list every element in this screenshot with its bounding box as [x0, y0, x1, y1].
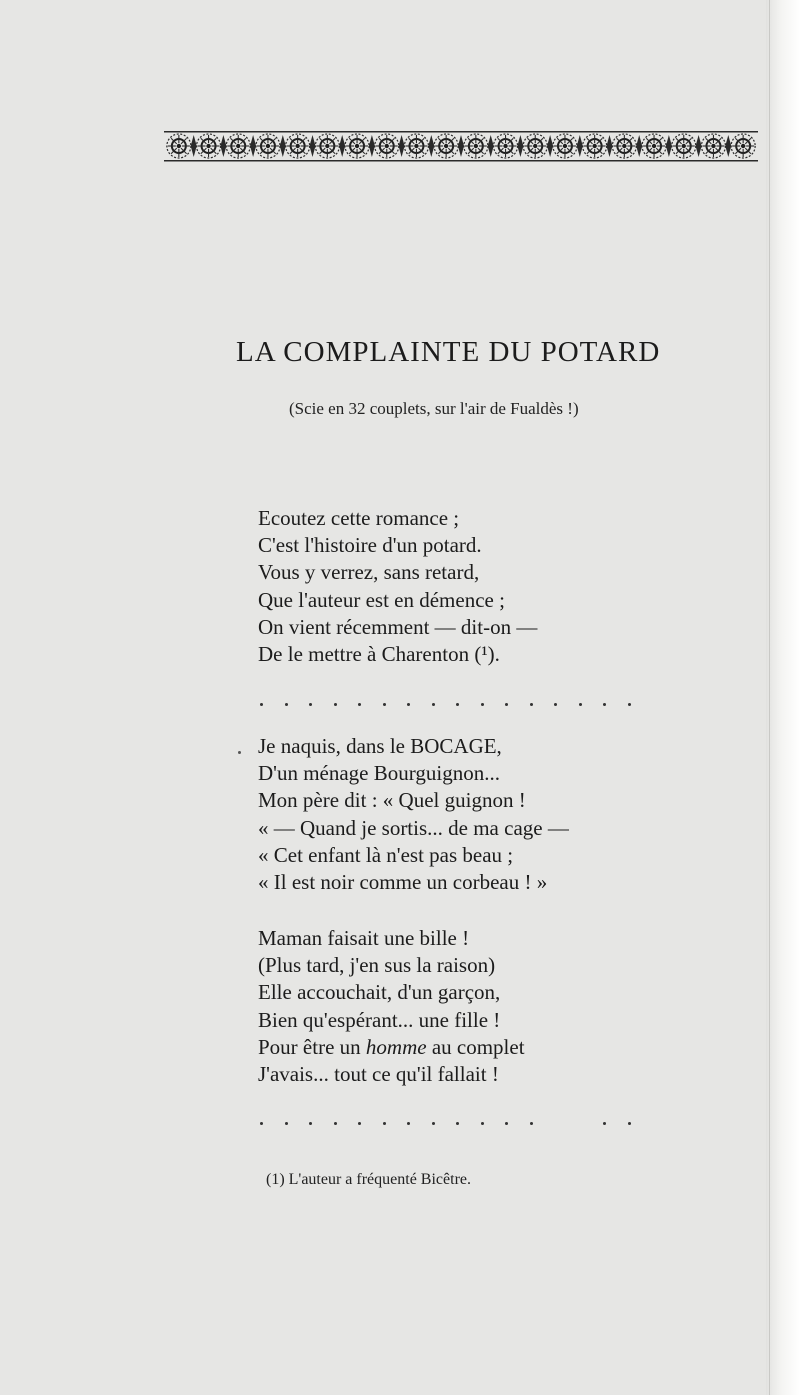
ellipsis-dot: [285, 1122, 288, 1125]
ellipsis-dot: [358, 1122, 361, 1125]
fleuron-motif: [167, 134, 197, 158]
ellipsis-dot: [432, 703, 435, 706]
stanza-3: [258, 925, 525, 1088]
decorative-ornament-band: [164, 126, 758, 166]
fleuron-motif: [226, 134, 256, 158]
verse-line: C'est l'histoire d'un potard.: [258, 533, 482, 558]
ellipsis-dot: [530, 1122, 533, 1125]
fleuron-motif: [642, 134, 672, 158]
ellipsis-dot: [383, 703, 386, 706]
ellipsis-dot: [334, 703, 337, 706]
italic-word: homme: [365, 1034, 427, 1059]
ellipsis-dot: [628, 1122, 631, 1125]
fleuron-motif: [701, 134, 731, 158]
verse-line: On vient récemment — dit-on —: [258, 614, 538, 639]
poem-title: LA COMPLAINTE DU POTARD: [236, 336, 661, 368]
verse-line: « Cet enfant là n'est pas beau ;: [258, 842, 514, 867]
fleuron-motif: [315, 134, 345, 158]
ellipsis-dot: [481, 703, 484, 706]
fleuron-motif: [494, 134, 524, 158]
verse-line: « Il est noir comme un corbeau ! »: [258, 870, 548, 895]
fleuron-motif: [197, 134, 227, 158]
stanza-1: [258, 505, 537, 668]
ellipsis-dot: [579, 703, 582, 706]
verse-line: Que l'auteur est en démence ;: [258, 587, 505, 612]
verse-line: J'avais... tout ce qu'il fallait !: [258, 1062, 499, 1087]
ellipsis-dot: [383, 1122, 386, 1125]
fleuron-motif: [375, 134, 405, 158]
verse-line: Vous y verrez, sans retard,: [258, 560, 480, 585]
ellipsis-dot: [334, 1122, 337, 1125]
page-edge-line: [769, 0, 770, 1395]
ellipsis-dot: [432, 1122, 435, 1125]
footnote: (1) L'auteur a fréquenté Bicêtre.: [266, 1171, 471, 1188]
ellipsis-row-2: [258, 1118, 642, 1128]
fleuron-motif: [286, 134, 316, 158]
ellipsis-dot: [407, 1122, 410, 1125]
ellipsis-dot: [554, 703, 557, 706]
ellipsis-dot: [603, 703, 606, 706]
verse-line: Bien qu'espérant... une fille !: [258, 1007, 501, 1032]
ellipsis-dot: [407, 703, 410, 706]
verse-line: D'un ménage Bourguignon...: [258, 761, 500, 786]
ellipsis-dot: [505, 1122, 508, 1125]
verse-line: Ecoutez cette romance ;: [258, 506, 460, 530]
ellipsis-dot: [260, 1122, 263, 1125]
fleuron-motif: [523, 134, 553, 158]
ellipsis-dot: [260, 703, 263, 706]
verse-line: Elle accouchait, d'un garçon,: [258, 980, 501, 1005]
ellipsis-dot: [456, 703, 459, 706]
ellipsis-row-1: [258, 699, 642, 709]
ellipsis-dot: [603, 1122, 606, 1125]
fleuron-motif: [583, 134, 613, 158]
ellipsis-dot: [309, 703, 312, 706]
verse-line: Je naquis, dans le BOCAGE,: [258, 734, 502, 758]
fleuron-motif: [464, 134, 494, 158]
fleuron-motif: [404, 134, 434, 158]
ellipsis-dot: [530, 703, 533, 706]
ellipsis-dot: [309, 1122, 312, 1125]
fleuron-motif: [731, 134, 755, 158]
ellipsis-dot: [358, 703, 361, 706]
verse-line: [258, 1034, 525, 1061]
fleuron-motif: [434, 134, 464, 158]
ellipsis-dot: [505, 703, 508, 706]
fleuron-motif: [345, 134, 375, 158]
poem-subtitle: (Scie en 32 couplets, sur l'air de Fualdès !): [289, 399, 579, 418]
verse-line: Mon père dit : « Quel guignon !: [258, 788, 526, 813]
ellipsis-dot: [285, 703, 288, 706]
verse-line: « — Quand je sortis... de ma cage —: [258, 815, 569, 840]
verse-line: (Plus tard, j'en sus la raison): [258, 953, 496, 978]
fleuron-motif: [672, 134, 702, 158]
ink-speck: [238, 751, 241, 754]
verse-line: De le mettre à Charenton (¹).: [258, 642, 500, 667]
ellipsis-dot: [456, 1122, 459, 1125]
fleuron-motif: [256, 134, 286, 158]
verse-line: Maman faisait une bille !: [258, 926, 470, 950]
stanza-2: [258, 733, 569, 896]
ellipsis-dot: [628, 703, 631, 706]
page-edge: [766, 0, 800, 1395]
verse-text: Pour être un: [258, 1034, 366, 1059]
verse-text: au complet: [426, 1034, 525, 1059]
fleuron-motif: [553, 134, 583, 158]
ellipsis-dot: [481, 1122, 484, 1125]
fleuron-motif: [612, 134, 642, 158]
